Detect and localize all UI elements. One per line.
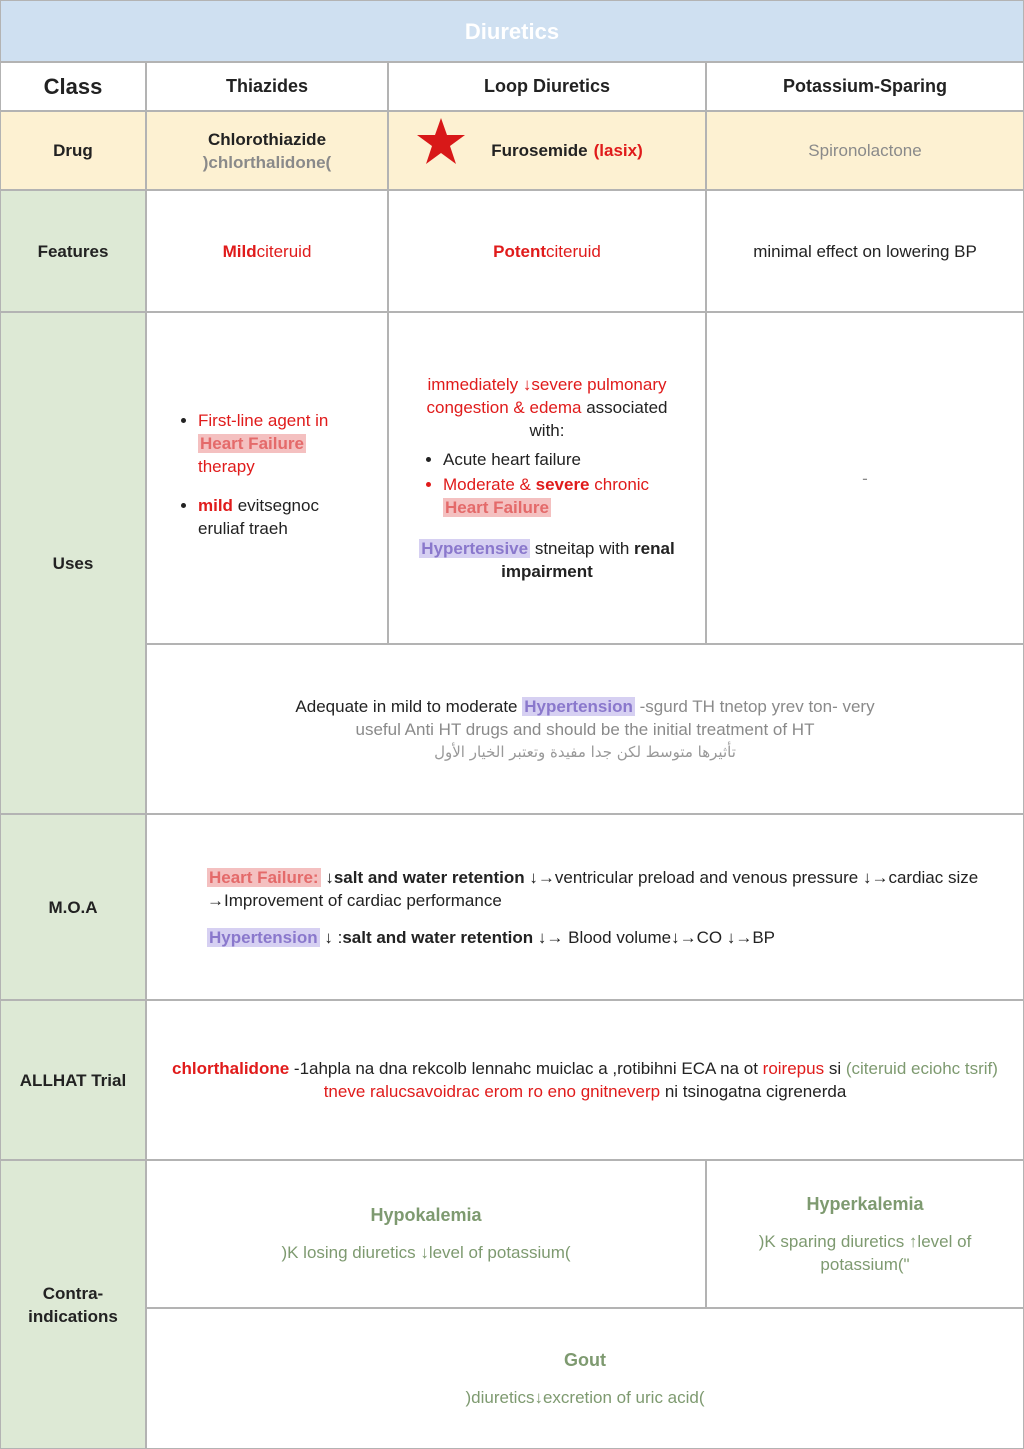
features-thiazide-rest: citeruid	[256, 241, 312, 261]
uses-loop-hypertensive: Hypertensive stneitap with renal impairment	[421, 539, 675, 581]
allhat-text: chlorthalidone -1ahpla na dna rekcolb lennahc muiclac a ,rotibihni ECA na ot roirepus si (citeruid eciohc tsrif) tneve ralucsavoidrac erom ro eno gnitneverp ni tsinogatna cigrenerda	[172, 1059, 998, 1101]
drug-thiazide	[146, 111, 388, 190]
drug-thiazide-name: Chlorothiazide	[207, 129, 327, 149]
features-loop-bold: Potent	[493, 241, 547, 261]
uses-k-sparing	[706, 312, 1024, 644]
uses-loop-item-2: • Moderate & severe chronic Heart Failure	[443, 473, 673, 519]
row-label-moa	[0, 814, 146, 1000]
contra-hypokalemia	[146, 1160, 706, 1308]
uses-ht-arabic: تأثيرها متوسط لكن جدا مفيدة وتعتبر الخيار الأول	[434, 742, 736, 761]
row-label-contra	[0, 1160, 146, 1449]
uses-thiazide-item-2: • mild evitsegnoc eruliaf traeh	[198, 494, 358, 540]
title-text: Diuretics	[464, 18, 560, 44]
features-k-sparing	[706, 190, 1024, 312]
header-thiazides-label: Thiazides	[225, 76, 309, 96]
uses-loop-item-1: • Acute heart failure	[443, 448, 673, 471]
header-thiazides	[146, 62, 388, 111]
header-loop	[388, 62, 706, 111]
row-label-drug	[0, 111, 146, 190]
contra-hypo-text: )K losing diuretics ↓level of potassium(	[281, 1243, 571, 1262]
header-class-label: Class	[43, 74, 103, 99]
features-k-sparing-text: minimal effect on lowering BP	[753, 241, 977, 261]
allhat-content	[146, 1000, 1024, 1160]
drug-thiazide-alt: )chlorthalidone(	[202, 152, 332, 172]
row-label-features-text: Features	[37, 241, 109, 261]
drug-k-sparing-name: Spironolactone	[808, 141, 922, 160]
row-label-allhat-text: ALLHAT Trial	[19, 1070, 127, 1090]
contra-hypo-title: Hypokalemia	[370, 1205, 482, 1225]
features-loop	[388, 190, 706, 312]
star-icon	[415, 116, 467, 168]
contra-gout	[146, 1308, 1024, 1449]
row-label-contra-text: Contra-indications	[28, 1283, 118, 1326]
uses-thiazide-list	[176, 409, 358, 548]
drug-loop	[388, 111, 706, 190]
contra-hyper-text: )K sparing diuretics ↑level of potassium("	[758, 1231, 972, 1274]
moa-content	[146, 814, 1024, 1000]
uses-loop-intro: immediately ↓severe pulmonary congestion & edema associated with:	[426, 375, 668, 440]
row-label-uses-text: Uses	[52, 553, 94, 573]
row-label-uses	[0, 312, 146, 814]
uses-k-sparing-text: -	[862, 468, 868, 488]
contra-hyperkalemia	[706, 1160, 1024, 1308]
header-k-sparing-label: Potassium-Sparing	[782, 76, 948, 96]
uses-thiazide	[146, 312, 388, 644]
row-label-drug-text: Drug	[53, 141, 93, 160]
contra-hyper-title: Hyperkalemia	[806, 1193, 924, 1214]
uses-ht-text: Adequate in mild to moderate Hypertension -sgurd TH tnetop yrev ton- very useful Anti HT drugs and should be the initial treatment of HT	[295, 696, 875, 739]
page-title	[0, 0, 1024, 62]
drug-loop-alt: (lasix)	[593, 141, 643, 160]
row-label-features	[0, 190, 146, 312]
drug-k-sparing	[706, 111, 1024, 190]
drug-loop-name: Furosemide	[491, 141, 588, 160]
moa-hypertension: Hypertension ↓ :salt and water retention ↓→ Blood volume↓→CO ↓→BP	[209, 927, 776, 947]
features-thiazide-bold: Mild	[222, 241, 257, 261]
uses-loop-list	[421, 448, 673, 527]
uses-thiazide-hypertension	[146, 644, 1024, 814]
header-loop-label: Loop Diuretics	[483, 76, 610, 96]
header-k-sparing	[706, 62, 1024, 111]
row-label-moa-text: M.O.A	[48, 897, 98, 917]
moa-heart-failure: Heart Failure: ↓salt and water retention ↓→ventricular preload and venous pressure ↓→cardiac size →Improvement of cardiac performance	[207, 867, 979, 910]
features-loop-rest: citeruid	[546, 241, 601, 261]
header-class	[0, 62, 146, 111]
uses-thiazide-item-1: • First-line agent in Heart Failure therapy	[198, 409, 358, 478]
row-label-allhat	[0, 1000, 146, 1160]
contra-gout-text: )diuretics↓excretion of uric acid(	[465, 1387, 705, 1407]
uses-loop	[388, 312, 706, 644]
contra-gout-title: Gout	[564, 1349, 606, 1370]
features-thiazide	[146, 190, 388, 312]
